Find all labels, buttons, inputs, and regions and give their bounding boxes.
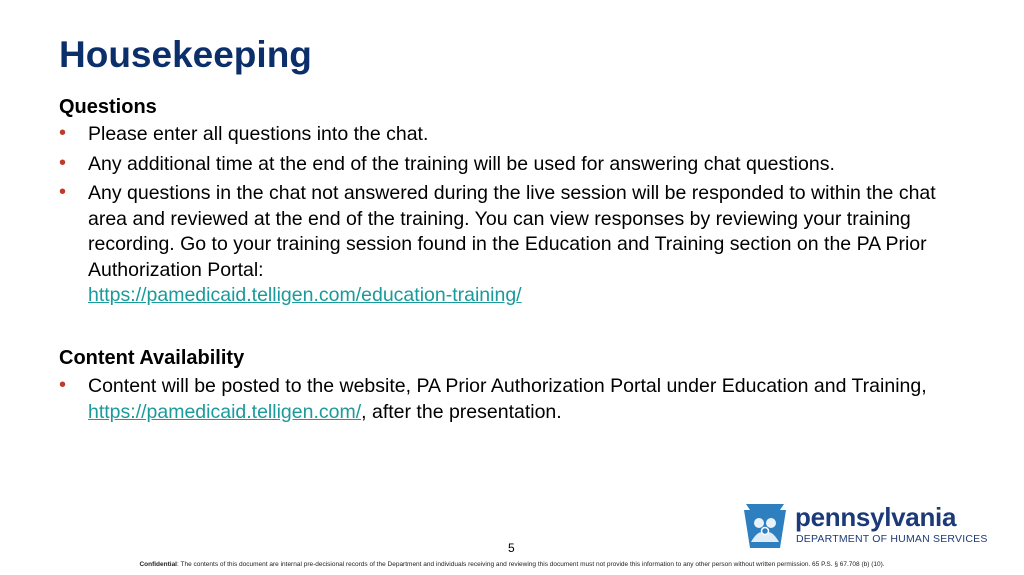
bullet-text: Any additional time at the end of the training will be used for answering chat questions. (88, 152, 835, 175)
bullet-icon: • (59, 122, 67, 144)
footer-text: : The contents of this document are internal pre-decisional records of the Department and individuals receiving and reviewing this document must not provide this information to any other person without written permission. 65 P.S. § 67.708 (b) (10). (177, 561, 885, 568)
bullet-icon: • (59, 181, 67, 203)
footer-label: Confidential (139, 561, 177, 568)
logo-department: DEPARTMENT OF HUMAN SERVICES (796, 533, 988, 545)
bullet-text-end: , after the presentation. (361, 400, 562, 423)
content-availability-bullet-list (59, 374, 959, 429)
pa-dhs-logo (740, 500, 990, 552)
bullet-icon: • (59, 374, 67, 396)
bullet-text: Any questions in the chat not answered during the live session will be responded to within the chat area and reviewed at the end of the training. You can view responses by reviewing your training recording. Go to your training session found in the Education and Training section on the PA Prior Authorization Portal: (88, 182, 936, 281)
logo-name: pennsylvania (795, 502, 957, 532)
bullet-icon: • (59, 151, 67, 174)
portal-link[interactable]: https://pamedicaid.telligen.com/ (88, 400, 362, 423)
slide-title: Housekeeping (59, 34, 312, 75)
bullet-text: Please enter all questions into the chat. (88, 123, 429, 145)
questions-heading: Questions (59, 96, 157, 118)
content-availability-heading: Content Availability (59, 347, 245, 369)
confidential-footer (0, 561, 1024, 568)
page-number: 5 (508, 541, 515, 555)
bullet-text: Content will be posted to the website, PA Prior Authorization Portal under Education and Training, (88, 375, 927, 397)
education-training-link[interactable]: https://pamedicaid.telligen.com/education-training/ (88, 284, 522, 306)
list-item (59, 374, 959, 425)
list-item (59, 152, 959, 178)
keystone-icon (740, 500, 790, 550)
questions-bullet-list (59, 122, 959, 313)
list-item (59, 122, 959, 148)
list-item (59, 181, 959, 309)
